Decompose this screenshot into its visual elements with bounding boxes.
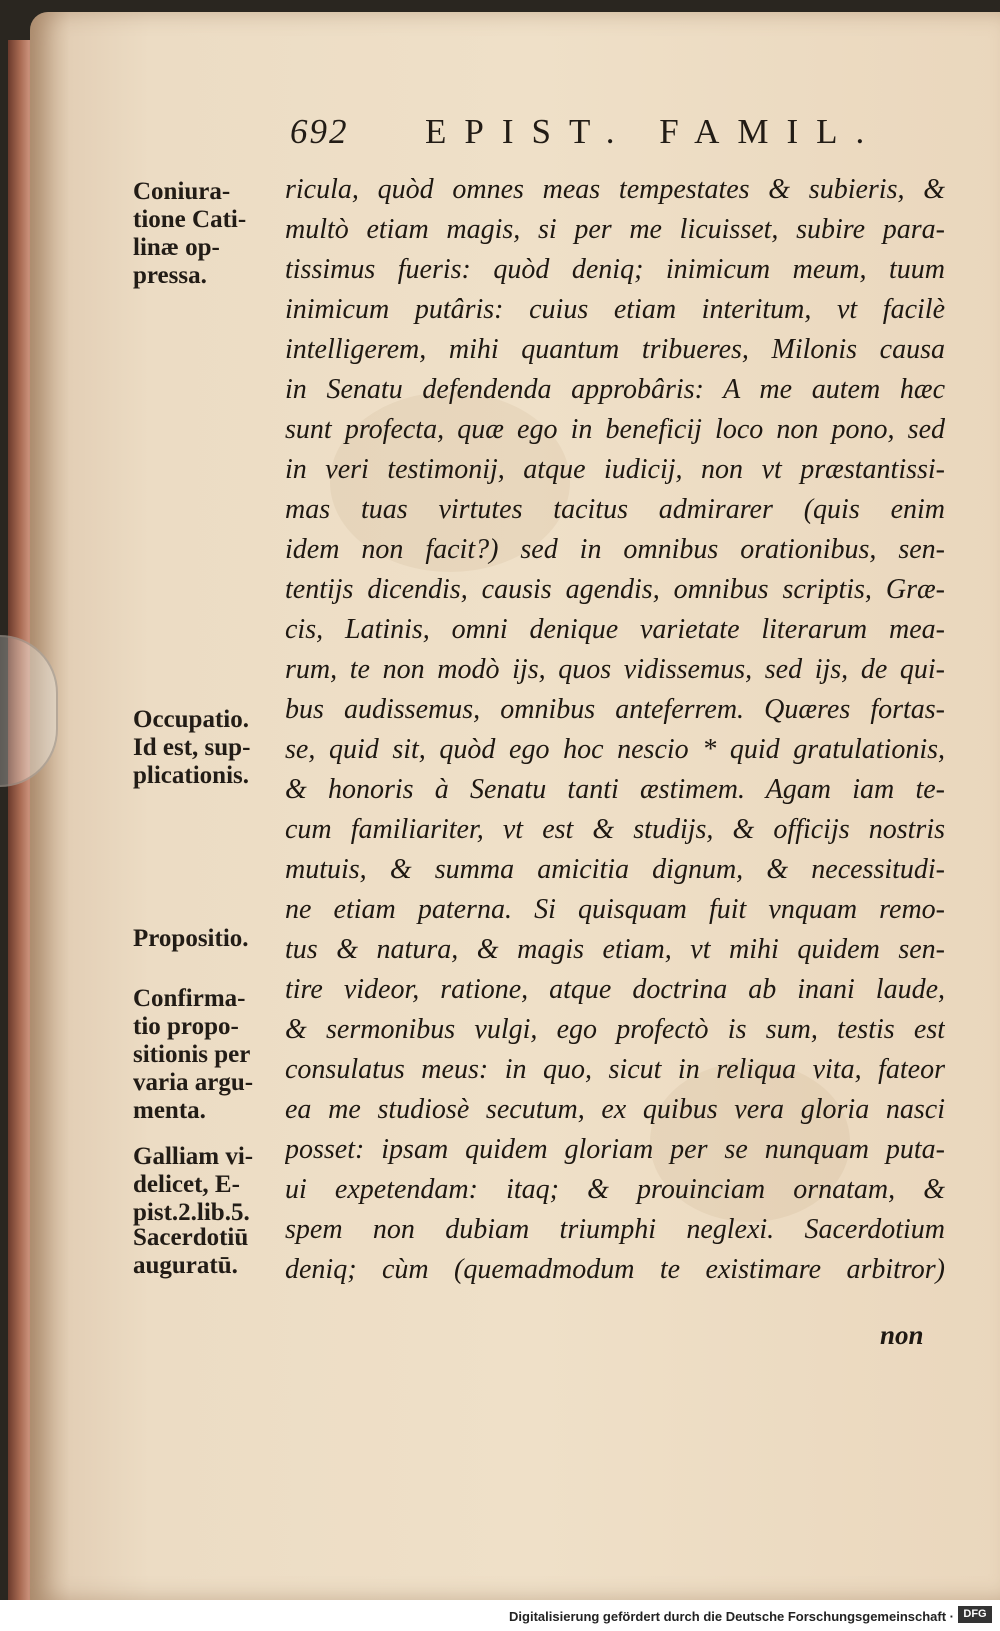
- text-line: in veri testimonij, atque iudicij, non vt præstantissi-: [285, 454, 945, 485]
- text-line: tentijs dicendis, causis agendis, omnibus scriptis, Græ-: [285, 574, 945, 605]
- text-line: rum, te non modò ijs, quos vidissemus, sed ijs, de qui-: [285, 654, 945, 685]
- text-line: bus audissemus, omnibus anteferrem. Quæres fortas-: [285, 694, 945, 725]
- margin-note: Occupatio. Id est, sup- plicationis.: [133, 706, 251, 789]
- text-line: posset: ipsam quidem gloriam per se nunquam puta-: [285, 1134, 945, 1165]
- text-line: idem non facit?) sed in omnibus orationibus, sen-: [285, 534, 945, 565]
- text-line: mutuis, & summa amicitia dignum, & necessitudi-: [285, 854, 945, 885]
- text-line: ricula, quòd omnes meas tempestates & subieris, &: [285, 174, 945, 205]
- digitization-footer: [0, 1600, 1000, 1631]
- text-line: se, quid sit, quòd ego hoc nescio * quid gratulationis,: [285, 734, 945, 765]
- text-line: & sermonibus vulgi, ego profectò is sum, testis est: [285, 1014, 945, 1045]
- text-line: tissimus fueris: quòd deniq; inimicum meum, tuum: [285, 254, 945, 285]
- text-line: sunt profecta, quæ ego in beneficij loco non pono, sed: [285, 414, 945, 445]
- margin-note: Propositio.: [133, 925, 249, 952]
- margin-note: Sacerdotiū auguratū.: [133, 1224, 249, 1279]
- text-line: in Senatu defendenda approbâris: A me autem hæc: [285, 374, 945, 405]
- text-line: deniq; cùm (quemadmodum te existimare arbitror): [285, 1254, 945, 1285]
- text-line: tire videor, ratione, atque doctrina ab inani laude,: [285, 974, 945, 1005]
- text-line: inimicum putâris: cuius etiam interitum, vt facilè: [285, 294, 945, 325]
- funding-notice: Digitalisierung gefördert durch die Deutsche Forschungsgemeinschaft ·: [509, 1609, 954, 1624]
- running-title: EPIST. FAMIL.: [425, 112, 883, 151]
- catchword: non: [880, 1320, 924, 1350]
- text-line: consulatus meus: in quo, sicut in reliqua vita, fateor: [285, 1054, 945, 1085]
- margin-note: Coniura- tione Cati- linæ op- pressa.: [133, 178, 247, 289]
- margin-note: Confirma- tio propo- sitionis per varia argu- menta.: [133, 985, 254, 1124]
- dfg-logo: DFG: [958, 1606, 992, 1623]
- text-line: ea me studiosè secutum, ex quibus vera gloria nasci: [285, 1094, 945, 1125]
- text-line: mas tuas virtutes tacitus admirarer (quis enim: [285, 494, 945, 525]
- margin-note: Galliam vi- delicet, E- pist.2.lib.5.: [133, 1143, 254, 1226]
- text-line: spem non dubiam triumphi neglexi. Sacerdotium: [285, 1214, 945, 1245]
- running-header: [290, 112, 930, 162]
- text-line: tus & natura, & magis etiam, vt mihi quidem sen-: [285, 934, 945, 965]
- text-line: cis, Latinis, omni denique varietate literarum mea-: [285, 614, 945, 645]
- text-line: intelligerem, mihi quantum tribueres, Milonis causa: [285, 334, 945, 365]
- text-line: & honoris à Senatu tanti æstimem. Agam iam te-: [285, 774, 945, 805]
- page-number: 692: [290, 112, 349, 151]
- text-line: cum familiariter, vt est & studijs, & officijs nostris: [285, 814, 945, 845]
- text-line: multò etiam magis, si per me licuisset, subire para-: [285, 214, 945, 245]
- text-line: ne etiam paterna. Si quisquam fuit vnquam remo-: [285, 894, 945, 925]
- text-line: ui expetendam: itaq; & prouinciam ornatam, &: [285, 1174, 945, 1205]
